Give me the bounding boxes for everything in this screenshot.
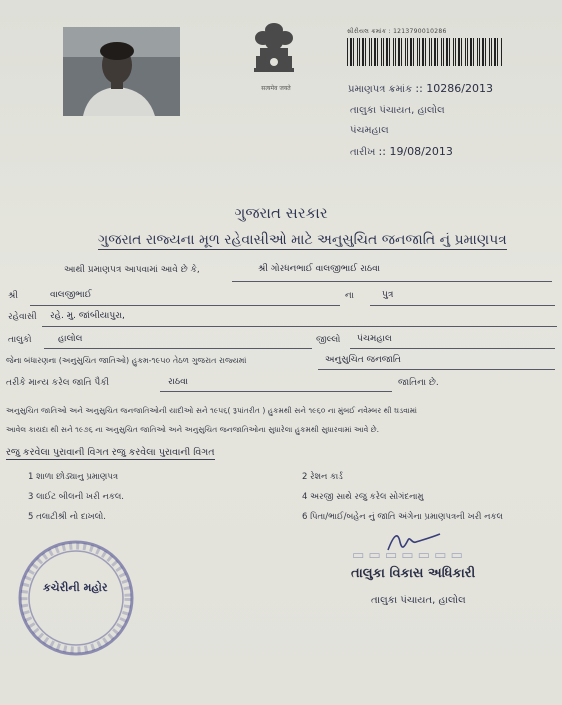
government-title: ગુજરાત સરકાર xyxy=(234,204,328,222)
document-item: 3 લાઈટ બીલની ખરી નકલ. xyxy=(28,492,124,502)
residence-label: રહેવાસી xyxy=(8,312,37,322)
office-line2: પંચમહાલ xyxy=(350,125,389,136)
documents-heading: રજુ કરવેલા પુરાવાની વિગત રજુ કરવેલા પુરાવાની વિગત xyxy=(6,447,215,458)
relation: પુત્ર xyxy=(382,290,394,300)
national-emblem-icon xyxy=(250,20,298,78)
recognized-text: તરીકે માન્ય કરેલ જાતિ પૈકી xyxy=(6,378,110,388)
date-value: :: 19/08/2013 xyxy=(378,145,453,158)
taluka-label: તાલુકો xyxy=(8,335,32,345)
office-line1: તાલુકા પંચાયત, હાલોલ xyxy=(350,105,445,116)
date-label: તારીખ xyxy=(350,147,376,158)
caste-suffix: જાતિના છે. xyxy=(398,378,439,388)
officer-office: તાલુકા પંચાયત, હાલોલ xyxy=(371,595,466,606)
shri-label: શ્રી xyxy=(8,291,18,301)
applicant-photo xyxy=(63,27,180,116)
father-name: વાલજીભાઈ xyxy=(50,290,92,300)
taluka-value: હાલોલ xyxy=(58,334,83,344)
order-value: અનુસુચિત જનજાતિ xyxy=(325,355,401,365)
legal-paragraph-line1: અનુસુચિત જાતિઓ અને અનુસુચિત જનજાતિઓની યાદીઓ સને ૧૯૫૬( રૂપાંતરીત ) હુકમથી સને ૧૯૬૦ ના મુંબઈ નવેમ્બર થી ઘડવામાં xyxy=(6,406,418,415)
certificate-title: ગુજરાત રાજ્યના મૂળ રહેવાસીઓ માટે અનુસુચિત જનજાતિ નું પ્રમાણપત્ર xyxy=(98,232,507,248)
stamp-watermark: ▭ ▭ ▭ ▭ ▭ ▭ ▭ xyxy=(352,548,463,563)
caste-value: રાઠવા xyxy=(168,377,188,387)
na-label: ના xyxy=(345,291,354,301)
officer-title: તાલુકા વિકાસ અધિકારી xyxy=(351,566,476,581)
document-item: 1 શાળા છોડ્યાનુ પ્રમાણપત્ર xyxy=(28,472,119,482)
document-item: 2 રેશન કાર્ડ xyxy=(302,472,343,482)
seal-text: કચેરીની મહોર xyxy=(43,581,108,594)
barcode-bars xyxy=(347,38,503,66)
order-text: જેના બંધારણના (અનુસુચિત જાતિઓ) હુકમ-૧૯૫૦ તેઠળ ગુજરાત રાજ્યમાં xyxy=(6,356,247,365)
legal-paragraph-line2: આવેલ કાયદા થી સને ૧૯૭૬ ના અનુસુચિત જાતિઓ અને અનુસુચિત જનજાતિઓના સુધારેલા હુકમથી સુધારવામાં આવે છે. xyxy=(6,425,380,434)
certificate-number-row xyxy=(348,82,493,95)
intro-text: આથી પ્રમાણપત્ર આપવામાં આવે છે કે, xyxy=(64,265,200,275)
district-label: જીલ્લો xyxy=(316,335,341,345)
residence-value: રહે. મુ. જાંબીયાપુરા, xyxy=(50,311,125,321)
barcode xyxy=(347,28,505,70)
district-value: પંચમહાલ xyxy=(357,334,392,344)
certificate-number: :: 10286/2013 xyxy=(415,82,493,95)
certificate-number-label: પ્રમાણપત્ર ક્રમાંક xyxy=(348,84,413,95)
office-seal-icon xyxy=(12,536,142,660)
document-item: 6 પિતા/ભાઈ/બહેન નું જાતિ અંગેના પ્રમાણપત્રની ખરી નકલ xyxy=(302,512,503,522)
document-item: 5 તલાટીશ્રી નો દાખલો. xyxy=(28,512,106,522)
applicant-name: શ્રી ગોરધનભાઈ વાલજીભાઈ રાઠવા xyxy=(258,264,380,274)
date-row xyxy=(350,145,453,158)
document-item: 4 અરજી સાથે રજુ કરેલ સોગંદનામુ xyxy=(302,492,424,502)
emblem-caption: सत्यमेव जयते xyxy=(261,85,291,92)
barcode-number: સીરીયલ ક્રમાંક : 1213790010286 xyxy=(347,28,447,35)
